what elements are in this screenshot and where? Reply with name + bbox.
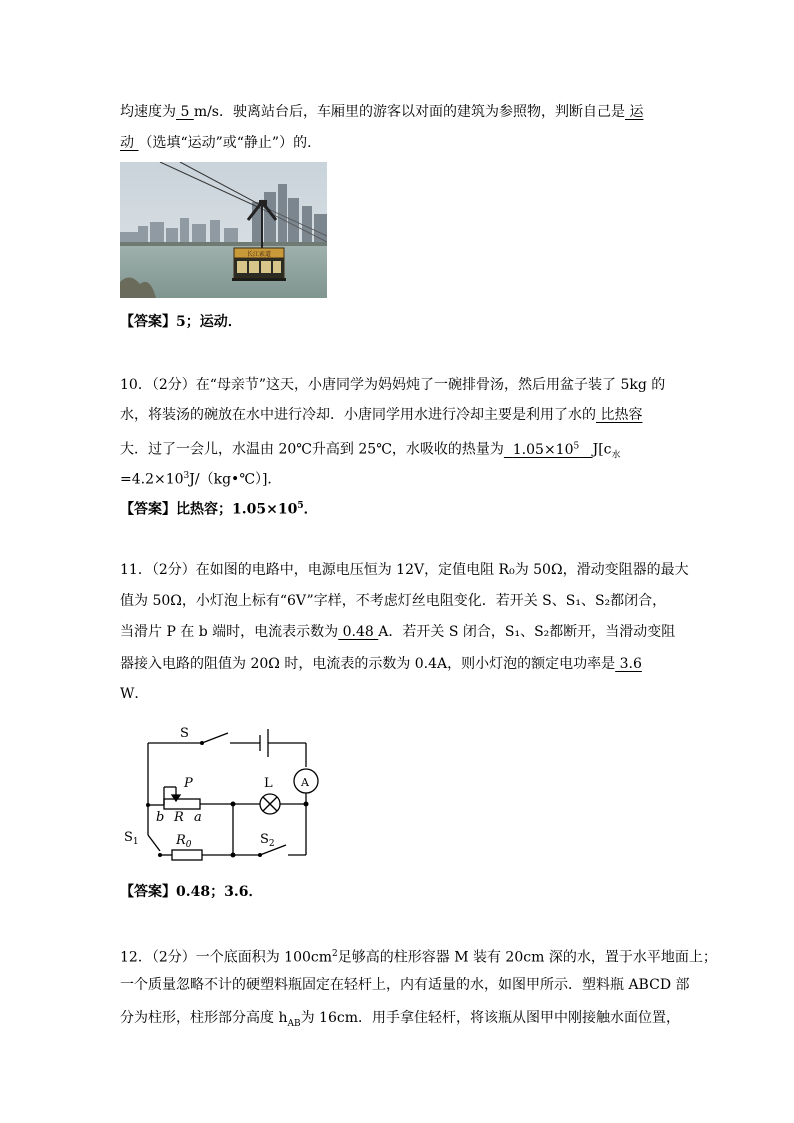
- q10-line-1: 10．（2分）在“母亲节”这天，小唐同学为妈妈炖了一碗排骨汤，然后用盆子装了 5kg 的: [120, 377, 666, 393]
- q12-line-2: 一个质量忽略不计的硬塑料瓶固定在轻杆上，内有适量的水，如图甲所示．塑料瓶 ABCD 部: [120, 977, 690, 993]
- q10-line-4: $=4.2\times 10^3J/(kg•℃)$]．: [120, 471, 282, 488]
- q11-line-4: 器接入电路的阻值为 20Ω 时，电流表的示数为 0.4A，则小灯泡的额定电功率是 3.6: [120, 656, 642, 672]
- label-end-a: a: [194, 810, 202, 825]
- q10-line-3: 大．过了一会儿，水温由 20℃升高到 25℃，水吸收的热量为 $1.05\times 10^5$ $J[c_水$: [120, 441, 621, 461]
- cable-car-sign: 长江索道: [246, 251, 272, 258]
- label-ammeter-a: A: [301, 776, 309, 789]
- q10-blank-specific-heat: 比热容: [596, 407, 643, 423]
- label-slider-p: P: [184, 776, 193, 791]
- cable-car-photo: [120, 162, 327, 298]
- circuit-diagram: [120, 715, 325, 867]
- q11-line-2: 值为 50Ω，小灯泡上标有“6V”字样，不考虑灯丝电阻变化．若开关 S、S₁、S₂都闭合，: [120, 593, 667, 609]
- label-resistor-r0: $R_0$: [176, 833, 192, 850]
- q11-line-3: 当滑片 P 在 b 端时，电流表示数为 0.48 A．若开关 S 闭合，S₁、S₂都断开，当滑动变阻: [120, 624, 676, 640]
- q11-blank-power: 3.6: [615, 656, 642, 672]
- q11-blank-current: 0.48: [338, 624, 379, 640]
- q12-line-1: 12．（2分）一个底面积为 $100cm^2$足够高的柱形容器 M 装有 20cm 深的水，置于水平地面上；: [120, 949, 717, 966]
- q12-line-3: 分为柱形，柱形部分高度 $h_{AB}$为 16cm．用手拿住轻杆，将该瓶从图甲中刚接触水面位置，: [120, 1010, 680, 1029]
- q9-answer: 【答案】5；运动．: [120, 314, 242, 330]
- label-rheostat-r: R: [174, 810, 184, 825]
- label-lamp-l: L: [264, 776, 273, 791]
- q9-line-1: 均速度为 5 m/s．驶离站台后，车厢里的游客以对面的建筑为参照物，判断自己是 运: [120, 104, 644, 120]
- q9-blank-motion-b: 动: [120, 135, 139, 151]
- label-switch-s2: $S_2$: [260, 832, 275, 849]
- q10-line-2: 水，将装汤的碗放在水中进行冷却．小唐同学用水进行冷却主要是利用了水的 比热容: [120, 407, 643, 423]
- q9-blank-motion-a: 运: [625, 104, 644, 120]
- label-end-b: b: [156, 810, 165, 825]
- q9-blank-speed: 5: [176, 104, 194, 120]
- label-switch-s1: $S_1$: [124, 830, 139, 847]
- q9-line-2: 动 （选填“运动”或“静止”）的．: [120, 135, 322, 151]
- q11-answer: 【答案】0.48；3.6．: [120, 884, 263, 900]
- q11-line-1: 11．（2分）在如图的电路中，电源电压恒为 12V，定值电阻 R₀为 50Ω，滑动变阻器的最大: [120, 562, 689, 578]
- label-switch-s: S: [180, 726, 189, 741]
- q10-answer: 【答案】比热容；$1.05\times 10^5$．: [120, 501, 318, 518]
- q11-line-5: W．: [120, 686, 149, 702]
- q10-blank-heat: $1.05\times 10^5$: [512, 441, 580, 458]
